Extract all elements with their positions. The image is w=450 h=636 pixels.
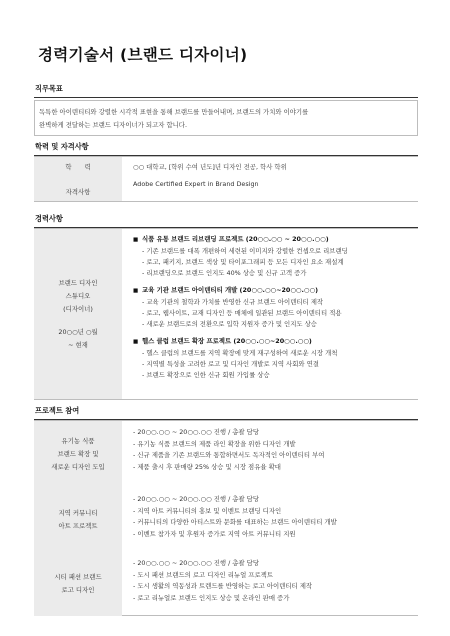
project-detail-line: - 20○○.○○ ~ 20○○.○○ 진행 / 총괄 담당 [133, 428, 260, 436]
career-project-item: - 브랜드 확장으로 인한 신규 회원 가입률 상승 [142, 371, 270, 379]
project-detail-line: - 20○○.○○ ~ 20○○.○○ 진행 / 총괄 담당 [133, 559, 260, 567]
projects-heading-text: 프로젝트 참여 [35, 406, 80, 415]
career-company-cell [34, 229, 122, 399]
project-name-cell [34, 421, 122, 488]
career-project-title-text: 교육 기관 브랜드 아이덴티티 개발 (20○○.○○~20○○.○○) [142, 286, 318, 294]
career-project-title [133, 285, 416, 297]
project-name-line: 로고 디자인 [61, 586, 95, 594]
project-name-cell [34, 552, 122, 616]
career-project-title [133, 336, 416, 348]
project-details [133, 494, 337, 540]
career-project [133, 336, 416, 381]
career-project-item: - 새로운 브랜드로의 전환으로 입학 지원자 증가 및 인지도 상승 [142, 320, 317, 328]
project-name-line: 브랜드 확장 및 [57, 450, 99, 458]
bullet-icon: ■ [133, 288, 139, 294]
project-row [34, 488, 418, 552]
career-project-title-text: 식품 유통 브랜드 리브랜딩 프로젝트 (20○○.○○ ~ 20○○.○○) [142, 235, 329, 243]
education-value-degree: ○○ 대학교, [학위 수여 년도]년 디자인 전공, 학사 학위 [133, 163, 287, 171]
career-project-item: - 로고, 웹사이트, 교재 디자인 등 매체에 일관된 브랜드 아이덴티티 적용 [142, 309, 342, 317]
project-name-line: 새로운 디자인 도입 [51, 463, 105, 471]
section-heading-objective [34, 84, 418, 98]
education-label-degree-text: 학력 [65, 163, 104, 171]
project-row [34, 421, 418, 488]
project-detail-line: - 도시 패션 브랜드의 로고 디자인 리뉴얼 프로젝트 [133, 570, 273, 579]
project-row [34, 552, 418, 616]
section-heading-career [34, 214, 418, 228]
career-project-title-text: 헬스 클럽 브랜드 확장 프로젝트 (20○○.○○~20○○.○○) [142, 337, 312, 345]
objective-box [34, 100, 418, 136]
career-project-item: - 리브랜딩으로 브랜드 인지도 40% 상승 및 신규 고객 증가 [142, 269, 307, 277]
project-detail-line: - 20○○.○○ ~ 20○○.○○ 진행 / 총괄 담당 [133, 495, 260, 503]
project-detail-line: - 제품 출시 후 판매량 25% 상승 및 시장 점유율 확대 [133, 462, 281, 471]
project-detail-line: - 유기농 식품 브랜드의 제품 라인 확장을 위한 디자인 개발 [133, 439, 296, 448]
project-name-line: 시티 패션 브랜드 [54, 573, 102, 581]
project-details [133, 558, 312, 604]
project-detail-line: - 도시 생활의 역동성과 트렌드를 반영하는 로고 아이덴티티 제작 [133, 582, 313, 590]
project-detail-line: - 지역 아트 커뮤니티의 홍보 및 이벤트 브랜딩 디자인 [133, 506, 282, 515]
project-detail-line: - 이벤트 참가자 및 후원자 증가로 지역 아트 커뮤니티 지원 [133, 529, 296, 538]
project-name-cell [34, 488, 122, 552]
period-line: ~ 현재 [68, 340, 88, 349]
career-project-item: - 교육 기관의 철학과 가치를 반영한 신규 브랜드 아이덴티티 제작 [142, 298, 324, 306]
career-project [133, 285, 416, 330]
education-label-certification: 자격사항 [65, 188, 91, 196]
education-value-certification: Adobe Certified Expert in Brand Design [133, 180, 259, 188]
period-line: 20○○년 ○월 [58, 327, 98, 336]
career-project-title [133, 234, 416, 246]
career-heading-text: 경력사항 [35, 214, 63, 223]
career-project-item: - 헬스 클럽의 브랜드를 지역 확장에 맞게 재구성하여 새로운 시장 개척 [142, 349, 338, 357]
project-name-line: 지역 커뮤니티 [58, 509, 98, 517]
career-projects [133, 234, 416, 387]
career-project-item: - 로고, 패키지, 브랜드 색상 및 타이포그래피 등 모든 디자인 요소 재설계 [142, 258, 344, 266]
bullet-icon: ■ [133, 339, 139, 345]
bullet-icon: ■ [133, 237, 139, 243]
education-label-degree [34, 162, 122, 171]
document-title: 경력기술서 (브랜드 디자이너) [38, 46, 248, 64]
company-line: (디자이너) [63, 304, 93, 313]
career-project [133, 234, 416, 279]
project-detail-line: - 신규 제품을 기존 브랜드와 통합하면서도 독자적인 아이덴티티 부여 [133, 451, 325, 459]
project-name-line: 아트 프로젝트 [58, 522, 98, 530]
section-heading-education [34, 142, 418, 156]
company-line: 브랜드 디자인 [58, 278, 98, 287]
project-participation-table [34, 420, 418, 616]
career-table [34, 228, 418, 400]
education-table [34, 156, 418, 202]
section-heading-projects [34, 406, 418, 420]
education-heading-text: 학력 및 자격사항 [35, 142, 89, 151]
career-project-item: - 지역별 특성을 고려한 로고 및 디자인 개발로 지역 사회와 연결 [142, 360, 319, 368]
objective-line: 완벽하게 전달하는 브랜드 디자이너가 되고자 합니다. [39, 121, 188, 129]
objective-line: 독특한 아이덴티티와 강렬한 시각적 표현을 통해 브랜드를 만들어내며, 브랜드의 가치와 이야기를 [39, 108, 309, 116]
company-line: 스튜디오 [65, 291, 91, 300]
project-details [133, 427, 324, 473]
objective-heading-text: 직무목표 [35, 84, 63, 93]
project-name-line: 유기농 식품 [61, 437, 95, 445]
career-project-item: - 기존 브랜드를 대폭 개편하여 세련된 이미지와 강렬한 컨셉으로 리브랜딩 [142, 247, 348, 255]
project-detail-line: - 커뮤니티의 다양한 아티스트와 문화를 대표하는 브랜드 아이덴티티 개발 [133, 518, 337, 526]
project-detail-line: - 로고 리뉴얼로 브랜드 인지도 상승 및 온라인 판매 증가 [133, 593, 290, 602]
